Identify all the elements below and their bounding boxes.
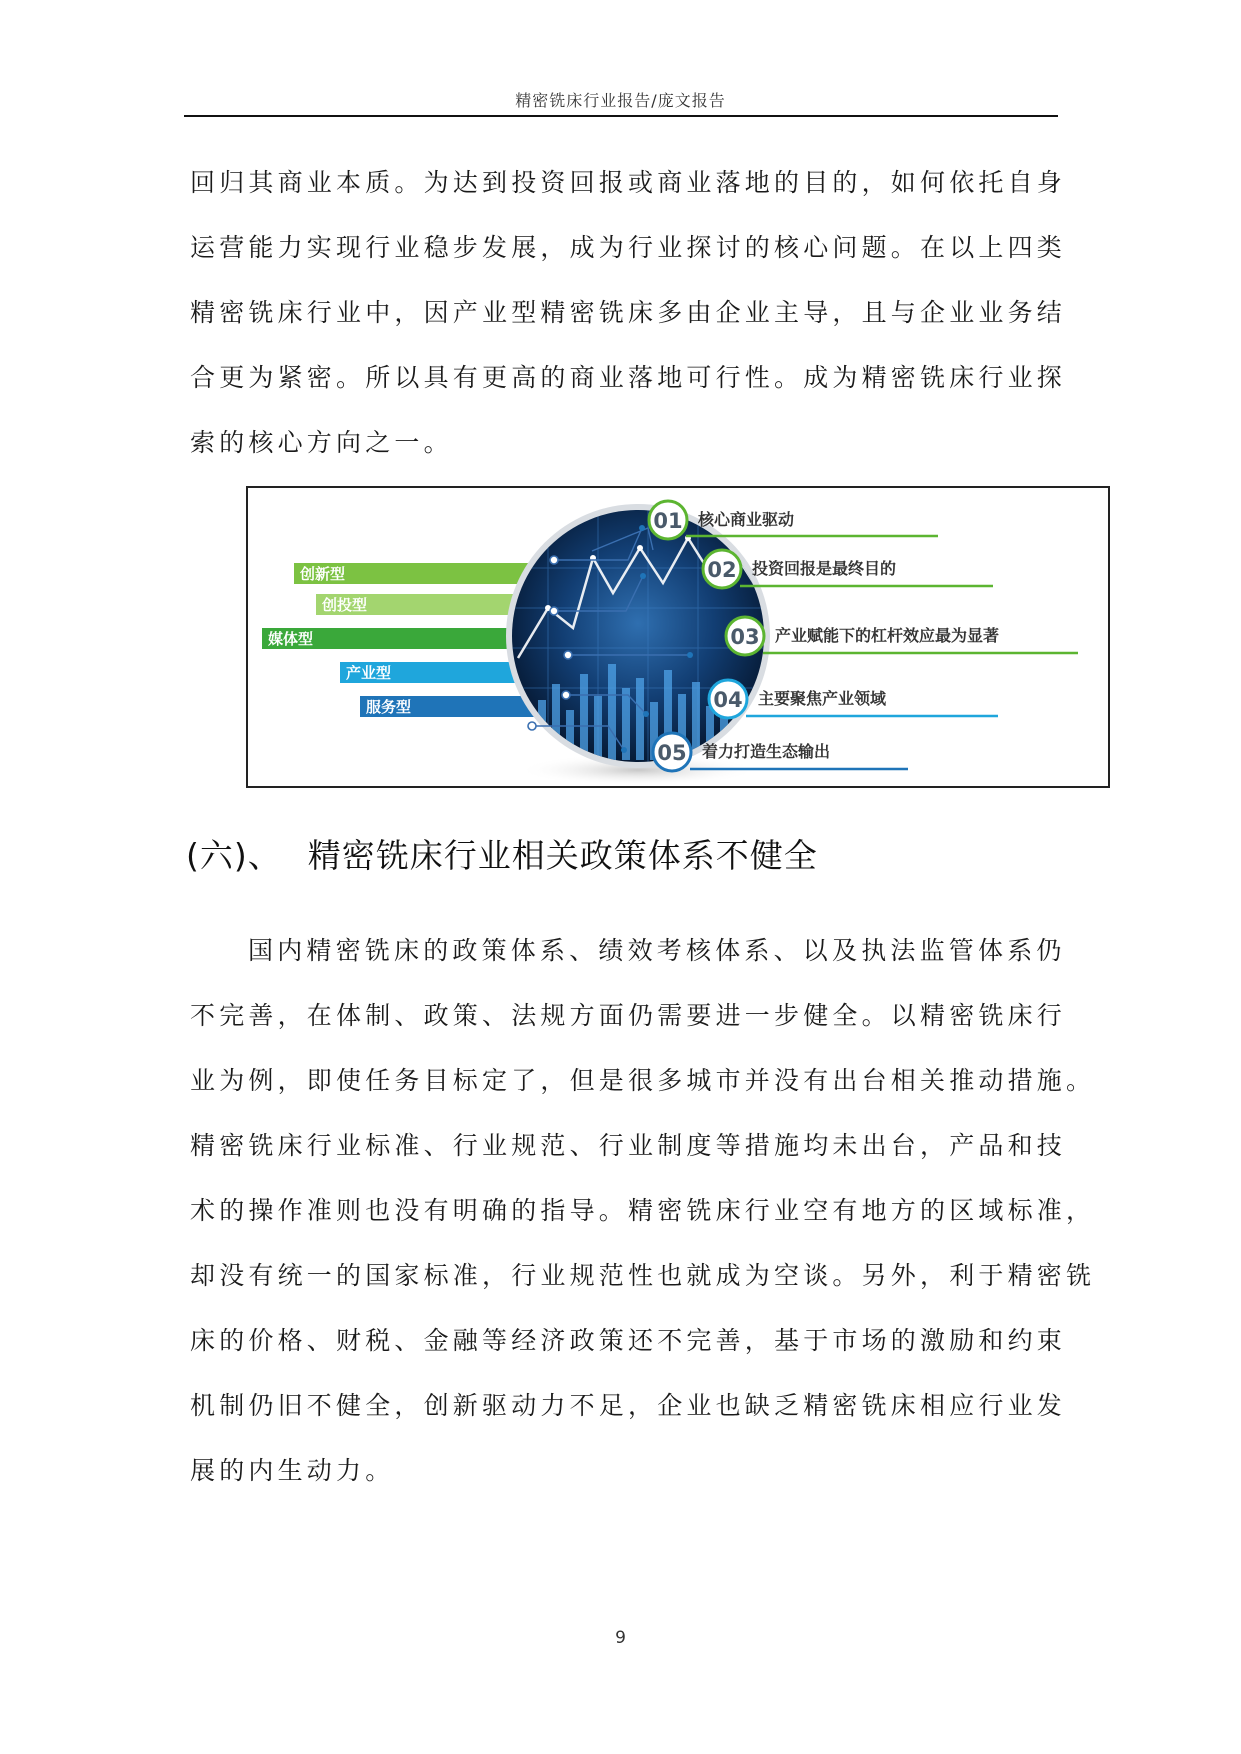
paragraph-line: 合更为紧密。所以具有更高的商业落地可行性。成为精密铣床行业探: [190, 363, 1067, 392]
svg-text:产业赋能下的杠杆效应最为显著: 产业赋能下的杠杆效应最为显著: [775, 626, 1000, 645]
paragraph-line: 国内精密铣床的政策体系、绩效考核体系、以及执法监管体系仍: [248, 936, 1066, 965]
paragraph-line: 精密铣床行业标准、行业规范、行业制度等措施均未出台，产品和技: [190, 1131, 1067, 1160]
paragraph-line: 精密铣床行业中，因产业型精密铣床多由企业主导，且与企业业务结: [190, 298, 1067, 327]
section-heading: [186, 830, 818, 877]
paragraph-line: 回归其商业本质。为达到投资回报或商业落地的目的，如何依托自身: [190, 168, 1067, 197]
header-divider: [184, 115, 1058, 117]
type-label: 创新型: [300, 565, 346, 583]
svg-text:05: 05: [657, 741, 687, 765]
type-label: 服务型: [366, 698, 412, 716]
paragraph-line: 机制仍旧不健全，创新驱动力不足，企业也缺乏精密铣床相应行业发: [190, 1391, 1067, 1420]
type-label: 产业型: [346, 664, 392, 682]
svg-text:02: 02: [707, 558, 737, 582]
paragraph-line: 不完善，在体制、政策、法规方面仍需要进一步健全。以精密铣床行: [190, 1001, 1067, 1030]
paragraph-line: 索的核心方向之一。: [190, 428, 453, 457]
running-header: 精密铣床行业报告/庞文报告: [515, 91, 726, 110]
svg-text:主要聚焦产业领域: 主要聚焦产业领域: [758, 689, 887, 708]
paragraph-policy: [190, 918, 1096, 1503]
figure-graphic: [248, 488, 1108, 786]
section-number: (六)、: [186, 836, 282, 875]
type-label: 媒体型: [268, 630, 314, 648]
svg-text:投资回报是最终目的: 投资回报是最终目的: [752, 559, 897, 578]
svg-text:04: 04: [713, 688, 743, 712]
paragraph-line: 术的操作准则也没有明确的指导。精密铣床行业空有地方的区域标准，: [190, 1196, 1096, 1225]
type-label: 创投型: [322, 596, 368, 614]
section-title: 精密铣床行业相关政策体系不健全: [307, 836, 818, 875]
page-number: 9: [615, 1628, 626, 1648]
paragraph-line: 运营能力实现行业稳步发展，成为行业探讨的核心问题。在以上四类: [190, 233, 1067, 262]
paragraph-line: 展的内生动力。: [190, 1456, 395, 1485]
paragraph-continuation: [190, 150, 1070, 475]
svg-text:着力打造生态输出: 着力打造生态输出: [702, 742, 831, 761]
industry-types-figure: [246, 486, 1110, 788]
svg-text:核心商业驱动: 核心商业驱动: [698, 510, 795, 529]
svg-text:03: 03: [730, 625, 760, 649]
paragraph-line: 业为例，即使任务目标定了，但是很多城市并没有出台相关推动措施。: [190, 1066, 1096, 1095]
paragraph-line: 却没有统一的国家标准，行业规范性也就成为空谈。另外，利于精密铣: [190, 1261, 1096, 1290]
paragraph-line: 床的价格、财税、金融等经济政策还不完善，基于市场的激励和约束: [190, 1326, 1067, 1355]
svg-text:01: 01: [653, 509, 683, 533]
item-03: [726, 617, 1078, 655]
